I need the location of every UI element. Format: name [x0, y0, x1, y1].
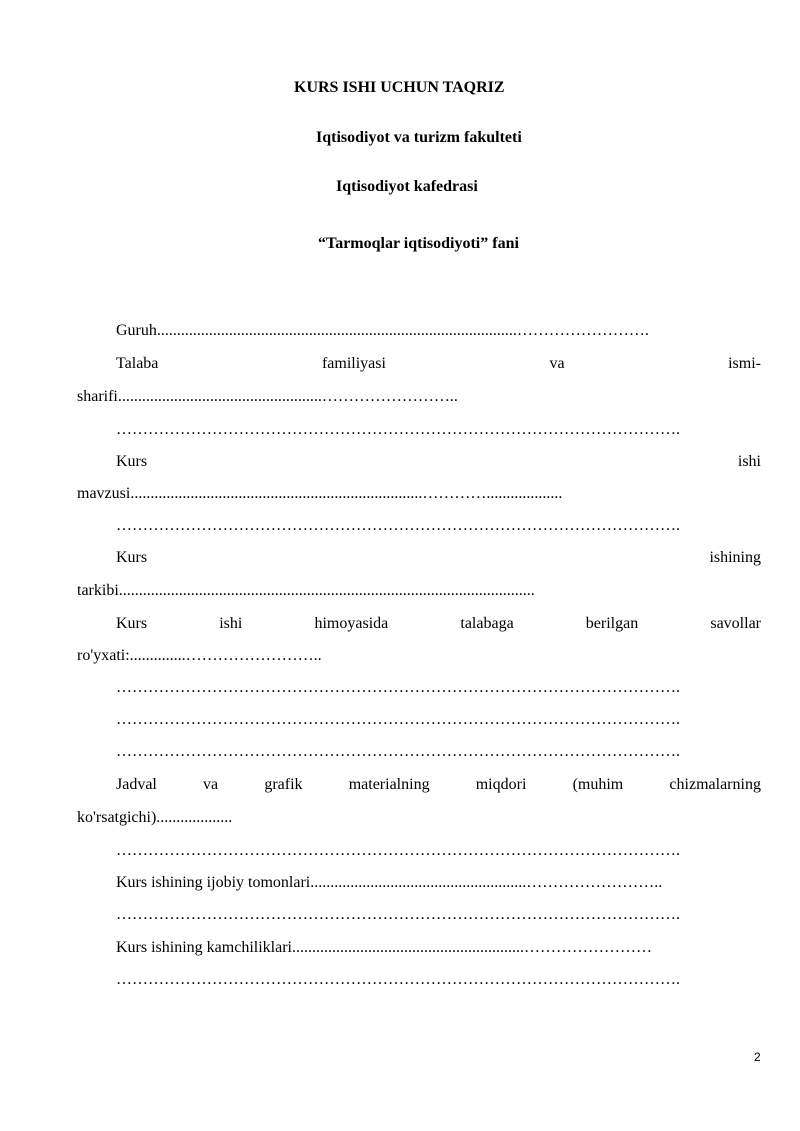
dotted-line: ……………………………………………………………………………………………. — [116, 679, 680, 696]
questions-word: savollar — [710, 615, 761, 632]
tables-word: grafik — [264, 776, 303, 793]
tables-field: ko'rsatgichi)................... — [77, 809, 233, 826]
faculty-name: Iqtisodiyot va turizm fakulteti — [316, 129, 522, 146]
topic-word: Kurs — [116, 453, 148, 470]
dotted-line: ……………………………………………………………………………………………. — [116, 421, 680, 438]
student-name-label — [116, 355, 761, 373]
tables-word: chizmalarning — [669, 776, 761, 793]
questions-word: berilgan — [585, 615, 639, 632]
student-name-field: sharifi...................................................…………………….. — [77, 388, 458, 405]
positive-aspects-field: Kurs ishining ijobiy tomonlari......................................................…………………….. — [116, 874, 663, 891]
page-number: 2 — [754, 1050, 761, 1064]
student-word: familiyasi — [321, 355, 386, 372]
questions-word: Kurs — [116, 615, 148, 632]
subject-name: “Tarmoqlar iqtisodiyoti” fani — [318, 235, 519, 252]
tables-word: miqdori — [475, 776, 527, 793]
structure-field: tarkibi........................................................................................................ — [77, 582, 535, 599]
questions-word: talabaga — [460, 615, 514, 632]
dotted-line: ……………………………………………………………………………………………. — [116, 711, 680, 728]
questions-word: himoyasida — [314, 615, 389, 632]
questions-label — [116, 615, 761, 633]
structure-label — [116, 549, 761, 567]
questions-word: ishi — [219, 615, 243, 632]
group-field: Guruh..........................................................................................……………………. — [116, 322, 649, 339]
structure-word: Kurs — [116, 549, 148, 566]
tables-word: materialning — [348, 776, 430, 793]
document-title: KURS ISHI UCHUN TAQRIZ — [294, 79, 505, 96]
shortcomings-field: Kurs ishining kamchiliklari..........................................................…………………… — [116, 939, 652, 956]
department-name: Iqtisodiyot kafedrasi — [336, 178, 478, 195]
dotted-line: ……………………………………………………………………………………………. — [116, 842, 680, 859]
tables-word: Jadval — [116, 776, 157, 793]
dotted-line: ……………………………………………………………………………………………. — [116, 743, 680, 760]
tables-label — [116, 776, 761, 794]
dotted-line: ……………………………………………………………………………………………. — [116, 971, 680, 988]
structure-word: ishining — [709, 549, 761, 566]
topic-word: ishi — [737, 453, 761, 470]
questions-field: ro'yxati:..............…………………….. — [77, 647, 322, 664]
student-word: va — [549, 355, 565, 372]
tables-word: va — [203, 776, 219, 793]
dotted-line: ……………………………………………………………………………………………. — [116, 517, 680, 534]
tables-word: (muhim — [572, 776, 624, 793]
dotted-line: ……………………………………………………………………………………………. — [116, 906, 680, 923]
topic-field: mavzusi.........................................................................…………................... — [77, 485, 563, 502]
topic-label — [116, 453, 761, 471]
student-word: Talaba — [116, 355, 159, 372]
student-word: ismi- — [728, 355, 761, 372]
